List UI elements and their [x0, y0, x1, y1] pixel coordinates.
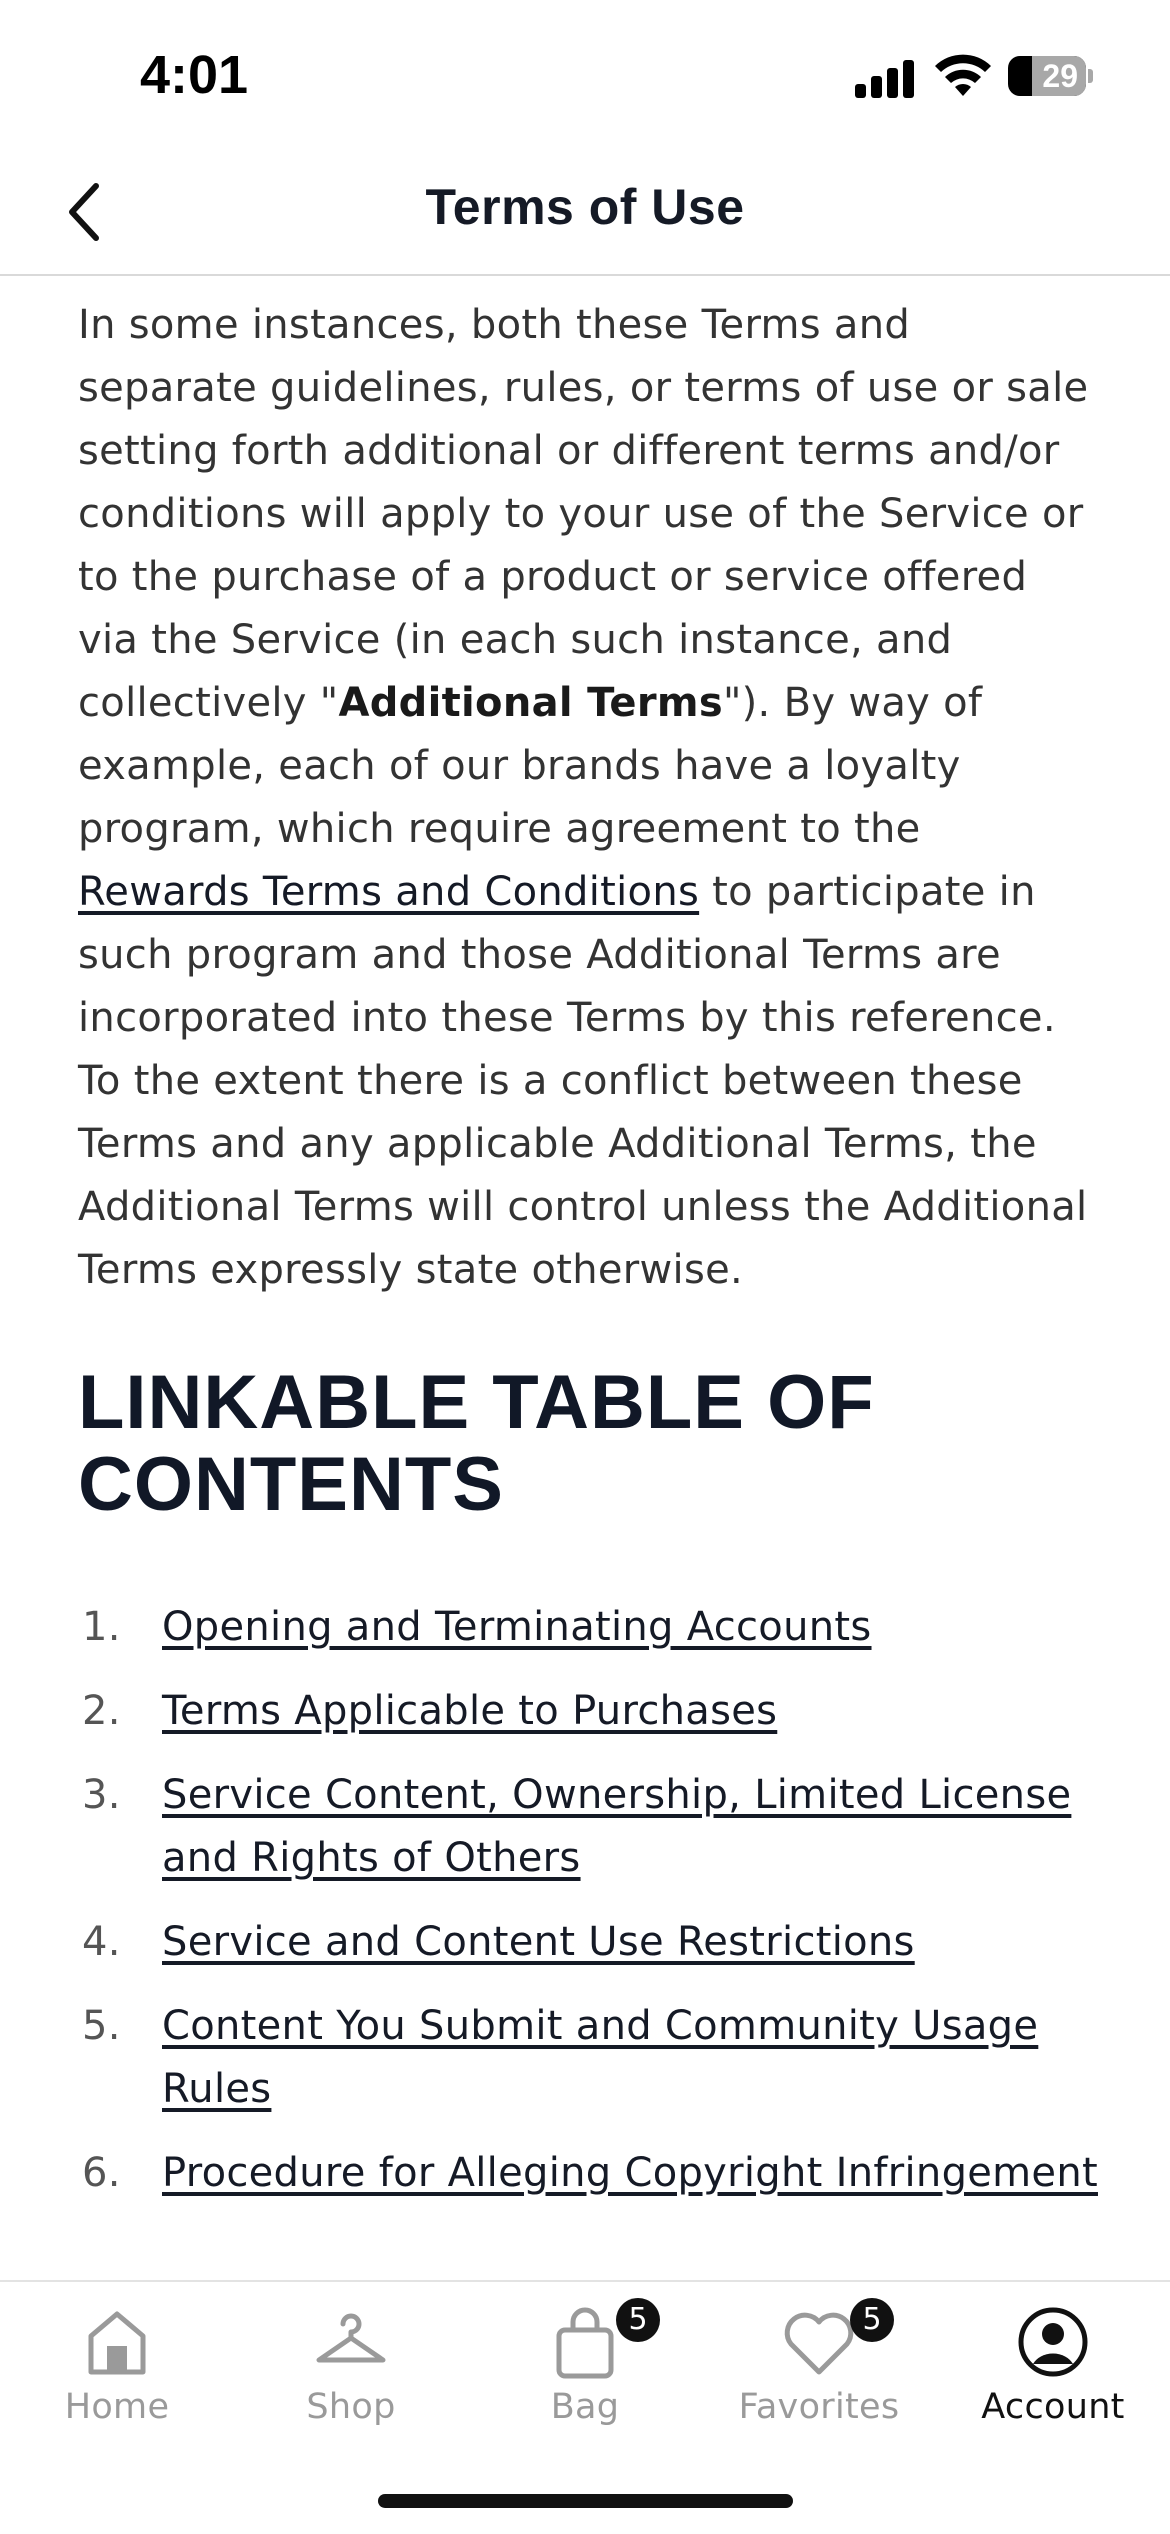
paragraph-text-3: to participate in such program and those Additional Terms are incorporated into these Terms by this reference. To the extent there is a conflict between these Terms and any applicable Additional Terms, the Additional Terms will control unless the Additional Terms expressly state otherwise.	[78, 869, 1088, 1293]
toc-item	[78, 2142, 1098, 2205]
tab-account[interactable]	[936, 2282, 1170, 2442]
tab-favorites-label: Favorites	[738, 2387, 900, 2427]
toc-number: 6.	[82, 2150, 121, 2196]
battery-nub	[1088, 69, 1093, 83]
terms-content	[78, 294, 1098, 2226]
tab-shop-label: Shop	[306, 2387, 396, 2427]
nav-header	[0, 150, 1170, 276]
additional-terms-bold: Additional Terms	[338, 680, 723, 726]
toc-item	[78, 1680, 1098, 1743]
toc-link-purchases[interactable]: Terms Applicable to Purchases	[162, 1688, 778, 1734]
tab-favorites[interactable]	[702, 2282, 936, 2442]
tab-shop[interactable]	[234, 2282, 468, 2442]
rewards-terms-link[interactable]: Rewards Terms and Conditions	[78, 869, 700, 915]
toc-number: 5.	[82, 2003, 121, 2049]
toc-item	[78, 1911, 1098, 1974]
toc-item	[78, 1596, 1098, 1659]
paragraph-text-1: In some instances, both these Terms and separate guidelines, rules, or terms of use or sale setting forth additional or different terms and/or conditions will apply to your use of the Service or to the purchase of a product or service offered via the Service (in each such instance, and collectively "	[78, 302, 1089, 726]
additional-terms-paragraph	[78, 294, 1098, 1302]
favorites-badge: 5	[850, 2298, 894, 2342]
account-icon	[1013, 2302, 1093, 2382]
toc-link-use-restrictions[interactable]: Service and Content Use Restrictions	[162, 1919, 915, 1965]
tab-bag-label: Bag	[550, 2387, 620, 2427]
signal-icon	[855, 58, 915, 98]
tab-account-label: Account	[981, 2387, 1125, 2427]
page-title: Terms of Use	[425, 179, 745, 235]
tab-bag[interactable]	[468, 2282, 702, 2442]
toc-list	[78, 1596, 1098, 2205]
toc-link-opening-accounts[interactable]: Opening and Terminating Accounts	[162, 1604, 872, 1650]
bag-badge: 5	[616, 2298, 660, 2342]
toc-item	[78, 1764, 1098, 1890]
toc-link-service-content[interactable]: Service Content, Ownership, Limited License and Rights of Others	[162, 1772, 1072, 1881]
toc-number: 1.	[82, 1604, 121, 1650]
heart-icon	[779, 2302, 859, 2382]
toc-heading: LINKABLE TABLE OF CONTENTS	[78, 1360, 875, 1527]
tab-home-label: Home	[64, 2387, 170, 2427]
toc-link-copyright[interactable]: Procedure for Alleging Copyright Infringement	[162, 2150, 1098, 2196]
wifi-icon	[935, 52, 991, 98]
status-time: 4:01	[140, 45, 249, 105]
home-indicator	[378, 2494, 793, 2508]
paragraph-text-2: "). By way of example, each of our brands have a loyalty program, which require agreement to the	[78, 680, 983, 852]
toc-number: 3.	[82, 1772, 121, 1818]
toc-number: 2.	[82, 1688, 121, 1734]
toc-item	[78, 1995, 1098, 2121]
toc-link-content-submit[interactable]: Content You Submit and Community Usage Rules	[162, 2003, 1039, 2112]
battery-icon	[1008, 56, 1086, 96]
home-icon	[77, 2302, 157, 2382]
toc-number: 4.	[82, 1919, 121, 1965]
hanger-icon	[311, 2302, 391, 2382]
tab-home[interactable]	[0, 2282, 234, 2442]
bag-icon	[545, 2302, 625, 2382]
status-bar	[0, 0, 1170, 150]
battery-level: 29	[1042, 58, 1078, 94]
